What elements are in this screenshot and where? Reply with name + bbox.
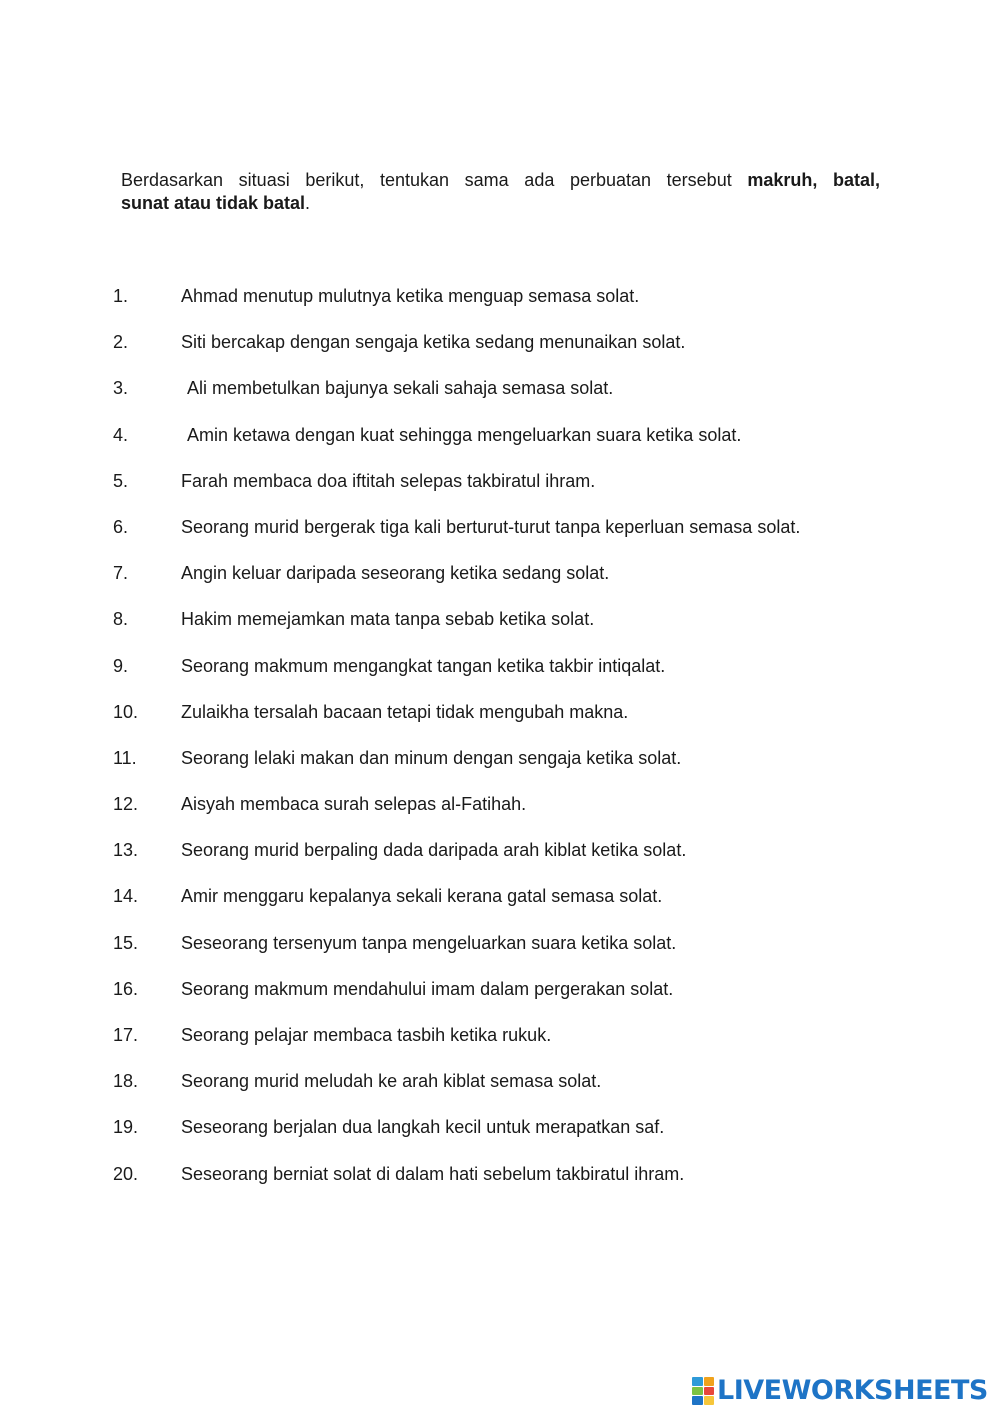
question-number: 17. <box>113 1025 139 1045</box>
question-item <box>113 746 913 792</box>
question-text: Seseorang tersenyum tanpa mengeluarkan suara ketika solat. <box>181 932 677 953</box>
liveworksheets-logo[interactable] <box>692 1374 988 1408</box>
question-text: Seorang murid berpaling dada daripada arah kiblat ketika solat. <box>181 840 687 861</box>
question-text: Ali membetulkan bajunya sekali sahaja semasa solat. <box>187 378 614 399</box>
question-item <box>113 931 913 977</box>
question-number: 1. <box>113 286 129 306</box>
question-text: Farah membaca doa iftitah selepas takbiratul ihram. <box>181 470 596 491</box>
question-number: 9. <box>113 655 129 676</box>
question-item <box>113 1069 913 1115</box>
question-text: Seorang lelaki makan dan minum dengan sengaja ketika solat. <box>181 747 682 768</box>
instruction-bold-options-2: sunat atau tidak batal <box>121 193 306 213</box>
liveworksheets-logo-icon <box>692 1377 714 1405</box>
question-text: Seorang makmum mengangkat tangan ketika takbir intiqalat. <box>181 655 666 676</box>
question-number: 6. <box>113 516 129 537</box>
question-number: 4. <box>113 424 129 445</box>
question-item <box>113 330 913 376</box>
question-item <box>113 284 913 330</box>
question-text: Seseorang berniat solat di dalam hati sebelum takbiratul ihram. <box>181 1163 685 1184</box>
logo-text: LIVEWORKSHEETS <box>717 1375 988 1406</box>
question-text: Seorang makmum mendahului imam dalam pergerakan solat. <box>181 978 674 999</box>
question-text: Amin ketawa dengan kuat sehingga mengeluarkan suara ketika solat. <box>187 424 742 445</box>
question-number: 5. <box>113 470 129 491</box>
question-item <box>113 977 913 1023</box>
question-item <box>113 607 913 653</box>
instruction-bold-options-1: makruh, batal, <box>747 170 880 190</box>
question-number: 20. <box>113 1163 139 1184</box>
question-item <box>113 1162 913 1208</box>
question-item <box>113 423 913 469</box>
question-number: 10. <box>113 701 139 722</box>
question-item <box>113 469 913 515</box>
question-item <box>113 884 913 930</box>
question-number: 12. <box>113 794 139 815</box>
instruction-suffix: . <box>305 193 311 213</box>
logo-mark-cell <box>704 1396 715 1405</box>
question-text: Seorang pelajar membaca tasbih ketika rukuk. <box>181 1025 552 1045</box>
logo-mark-cell <box>704 1377 715 1386</box>
question-text: Hakim memejamkan mata tanpa sebab ketika solat. <box>181 609 595 630</box>
question-text: Seorang murid bergerak tiga kali berturut-turut tanpa keperluan semasa solat. <box>181 516 801 537</box>
question-text: Siti bercakap dengan sengaja ketika sedang menunaikan solat. <box>181 332 686 353</box>
question-item <box>113 1023 913 1069</box>
question-text: Ahmad menutup mulutnya ketika menguap semasa solat. <box>181 286 640 306</box>
question-text: Seorang murid meludah ke arah kiblat semasa solat. <box>181 1071 602 1092</box>
question-number: 13. <box>113 840 139 861</box>
question-text: Amir menggaru kepalanya sekali kerana gatal semasa solat. <box>181 886 663 907</box>
instruction-line-1 <box>121 169 880 192</box>
question-text: Seseorang berjalan dua langkah kecil untuk merapatkan saf. <box>181 1117 665 1138</box>
question-number: 14. <box>113 886 139 907</box>
question-number: 19. <box>113 1117 139 1138</box>
question-number: 18. <box>113 1071 139 1092</box>
question-item <box>113 561 913 607</box>
question-item <box>113 792 913 838</box>
logo-mark-cell <box>692 1377 703 1386</box>
question-number: 7. <box>113 563 129 584</box>
question-item <box>113 700 913 746</box>
question-number: 8. <box>113 609 129 630</box>
instruction-plain-text: Berdasarkan situasi berikut, tentukan sama ada perbuatan tersebut <box>121 170 748 190</box>
question-number: 15. <box>113 932 139 953</box>
question-text: Zulaikha tersalah bacaan tetapi tidak mengubah makna. <box>181 701 629 722</box>
question-number: 2. <box>113 332 129 353</box>
question-item <box>113 1115 913 1161</box>
logo-mark-cell <box>704 1387 715 1396</box>
instruction-text <box>121 169 880 215</box>
question-text: Angin keluar daripada seseorang ketika sedang solat. <box>181 563 610 584</box>
question-list <box>113 284 913 1208</box>
question-item <box>113 376 913 422</box>
logo-mark-cell <box>692 1396 703 1405</box>
question-item <box>113 838 913 884</box>
question-number: 16. <box>113 978 139 999</box>
question-text: Aisyah membaca surah selepas al-Fatihah. <box>181 794 527 815</box>
logo-mark-cell <box>692 1387 703 1396</box>
instruction-line-2 <box>121 192 880 215</box>
question-item <box>113 654 913 700</box>
question-item <box>113 515 913 561</box>
question-number: 3. <box>113 378 129 399</box>
question-number: 11. <box>113 747 137 768</box>
